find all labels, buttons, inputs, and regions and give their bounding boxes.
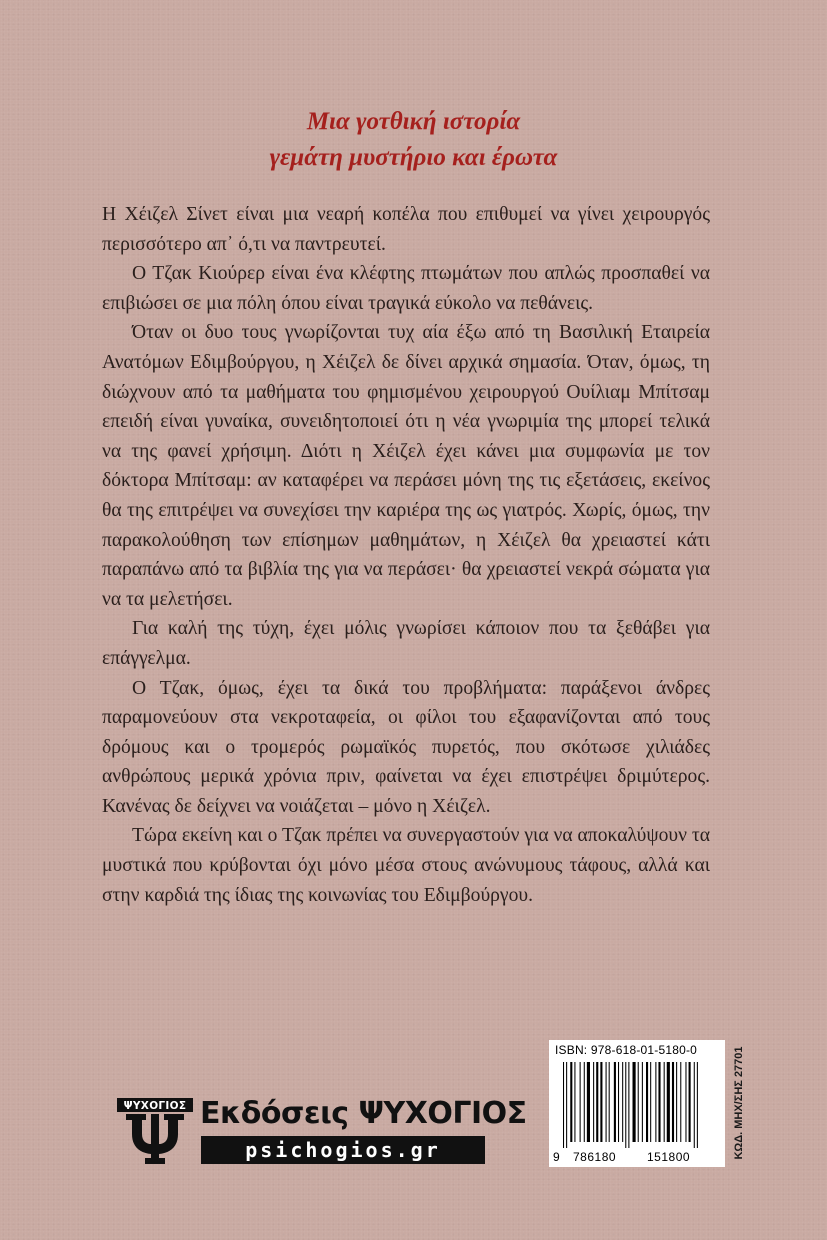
tagline — [0, 104, 827, 176]
barcode-bar — [574, 1062, 575, 1142]
barcode-bar — [680, 1062, 681, 1142]
barcode-bar — [566, 1062, 567, 1148]
barcode-bar — [628, 1062, 629, 1148]
blurb-paragraph: Η Χέιζελ Σίνετ είναι μια νεαρή κοπέλα που επιθυμεί να γίνει χειρουργός περισσότερο απ᾽ ό,τι να παντρευτεί. — [102, 204, 710, 255]
barcode-bar — [667, 1062, 670, 1142]
tagline-line-1: Μια γοτθική ιστορία — [306, 108, 521, 135]
barcode-bar — [638, 1062, 639, 1142]
barcode-bar — [609, 1062, 610, 1142]
blurb-paragraph: Για καλή της τύχη, έχει μόλις γνωρίσει κάποιον που τα ξεθάβει για επάγγελμα. — [102, 618, 710, 669]
barcode-bar — [587, 1062, 590, 1142]
barcode-bar — [658, 1062, 660, 1142]
barcode-bar — [633, 1062, 636, 1142]
blurb — [102, 200, 710, 910]
blurb-paragraph: Ο Τζακ, όμως, έχει τα δικά του προβλήματα: παράξενοι άνδρες παραμονεύουν στα νεκροταφεία, οι φίλοι του εξαφανίζονται από τους δρόμους και ο τρομερός ρωμαϊκός πυρετός, που σκότωσε χιλιάδες ανθρώπους μερικά χρόνια πριν, φαίνεται να έχει επιστρέψει δριμύτερος. Κανένας δε δείχνει να νοιάζεται – μόνο η Χέιζελ. — [102, 677, 710, 817]
publisher-name: Εκδόσεις ΨΥΧΟΓΙΟΣ — [200, 1096, 527, 1131]
barcode-bar — [676, 1062, 677, 1142]
barcode-bar — [655, 1062, 656, 1142]
isbn-label: ISBN: 978-618-01-5180-0 — [555, 1043, 698, 1057]
logo-wordmark: ΨΥΧΟΓΙΟΣ — [123, 1100, 187, 1112]
barcode-bar — [646, 1062, 648, 1142]
barcode-bar — [697, 1062, 698, 1148]
barcode-bar — [625, 1062, 626, 1148]
publisher-url: psichogios.gr — [201, 1136, 485, 1164]
barcode — [563, 1062, 713, 1148]
barcode-bar — [593, 1062, 594, 1142]
barcode-bar — [563, 1062, 564, 1148]
barcode-bars — [563, 1062, 698, 1148]
barcode-bar — [622, 1062, 623, 1142]
barcode-digits-right: 151800 — [647, 1150, 691, 1164]
barcode-bar — [570, 1062, 572, 1142]
tagline-line-2: γεμάτη μυστήριο και έρωτα — [269, 144, 558, 171]
product-code-label: ΚΩΔ. ΜΗΧ/ΣΗΣ 27701 — [733, 1045, 745, 1160]
barcode-bar — [600, 1062, 602, 1142]
barcode-bar — [650, 1062, 651, 1142]
isbn-barcode-box — [549, 1040, 725, 1167]
barcode-bar — [606, 1062, 607, 1142]
product-code — [730, 1040, 748, 1165]
psi-icon — [117, 1098, 193, 1166]
barcode-bar — [618, 1062, 619, 1142]
barcode-bar — [694, 1062, 695, 1148]
blurb-paragraph: Τώρα εκείνη και ο Τζακ πρέπει να συνεργαστούν για να αποκαλύψουν τα μυστικά που κρύβονται όχι μόνο μέσα στους ανώνυμους τάφους, αλλά και στην καρδιά της ίδιας της κοινωνίας του Εδιμβούργου. — [102, 825, 710, 906]
barcode-bar — [596, 1062, 598, 1142]
barcode-bar — [580, 1062, 581, 1142]
barcode-digit-first: 9 — [553, 1150, 560, 1164]
blurb-paragraph: Όταν οι δυο τους γνωρίζονται τυχ αία έξω από τη Βασιλική Εταιρεία Ανατόμων Εδιμβούργου, η Χέιζελ δε δίνει αρχικά σημασία. Όταν, όμως, τη διώχνουν από τα μαθήματα του φημισμένου χειρουργού Ουίλιαμ Μπίτσαμ επειδή είναι γυναίκα, συνειδητοποιεί ότι η νέα γνωριμία της μπορεί τελικά να της φανεί χρήσιμη. Διότι η Χέιζελ έχει κάνει μια συμφωνία με τον δόκτορα Μπίτσαμ: αν καταφέρει να περάσει μόνη της τις εξετάσεις, εκείνος θα της επιτρέψει να συνεχίσει την καριέρα της ως γιατρός. Χωρίς, όμως, την παρακολούθηση των επίσημων μαθημάτων, η Χέιζελ θα χρειαστεί κάτι παραπάνω από τα βιβλία της για να περάσει· θα χρειαστεί νεκρά σώματα για να τα μελετήσει. — [102, 322, 710, 610]
barcode-bar — [664, 1062, 665, 1142]
barcode-bar — [689, 1062, 691, 1142]
barcode-digits-left: 786180 — [573, 1150, 617, 1164]
barcode-bar — [685, 1062, 686, 1142]
barcode-bar — [642, 1062, 643, 1142]
barcode-bar — [584, 1062, 585, 1142]
blurb-paragraph: Ο Τζακ Κιούρερ είναι ένα κλέφτης πτωμάτων που απλώς προσπαθεί να επιβιώσει σε μια πόλη όπου είναι τραγικά εύκολο να πεθάνεις. — [102, 263, 710, 314]
publisher-logo — [117, 1098, 193, 1166]
barcode-bar — [672, 1062, 674, 1142]
barcode-bar — [614, 1062, 616, 1142]
